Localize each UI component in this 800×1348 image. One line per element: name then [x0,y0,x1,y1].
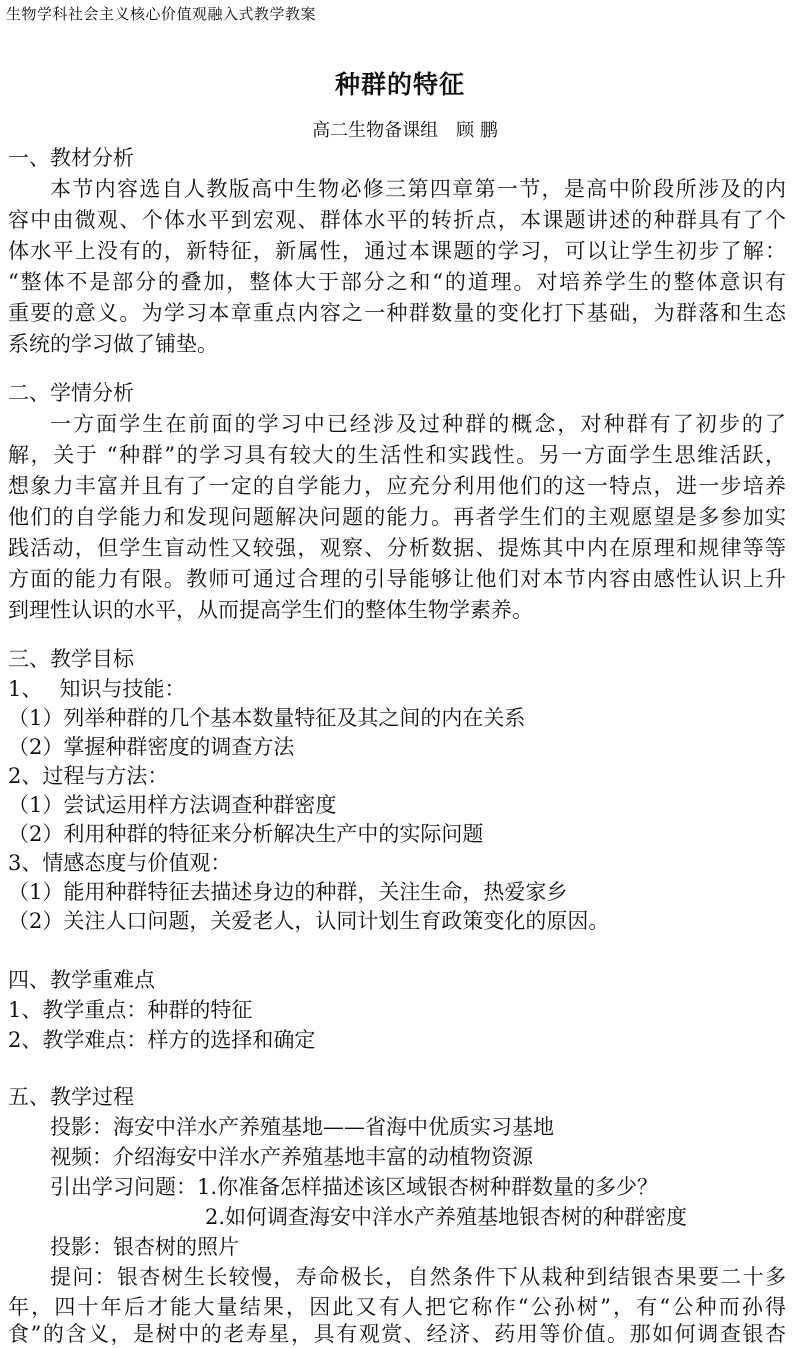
key-point-item: 1、教学重点：种群的特征 [8,998,253,1022]
section-heading: 一、教材分析 [8,146,134,170]
author-byline: 高二生物备课组 顾 鹏 [312,120,498,141]
objective-item: 2、过程与方法： [8,764,169,788]
paragraph-line: 践活动，但学生盲动性又较强，观察、分析数据、提炼其中内在原理和规律等等 [8,536,786,560]
paragraph-line: 体水平上没有的，新特征，新属性，通过本课题的学习，可以让学生初步了解： [8,239,786,263]
paragraph-line: 他们的自学能力和发现问题解决问题的能力。再者学生们的主观愿望是多参加实 [8,505,786,529]
process-line: 食”的含义，是树中的老寿星，具有观赏、经济、药用等价值。那如何调查银杏 [8,1322,786,1346]
paragraph-line: 到理性认识的水平，从而提高学生们的整体生物学素养。 [8,598,533,622]
paragraph-line: 解，关于 “种群”的学习具有较大的生活性和实践性。另一方面学生思维活跃， [8,443,786,467]
process-line: 视频：介绍海安中洋水产养殖基地丰富的动植物资源 [50,1145,533,1169]
section-heading: 五、教学过程 [8,1085,134,1109]
section-heading: 三、教学目标 [8,647,134,671]
objective-item: 1、 知识与技能： [8,677,186,701]
process-line: 提问：银杏树生长较慢，寿命极长，自然条件下从栽种到结银杏果要二十多 [50,1265,786,1289]
section-heading: 四、教学重难点 [8,968,155,992]
objective-item: （2）关注人口问题，关爱老人，认同计划生育政策变化的原因。 [8,909,610,933]
process-line: 引出学习问题：1.你准备怎样描述该区域银杏树种群数量的多少？ [50,1175,659,1199]
objective-item: （1）尝试运用样方法调查种群密度 [8,793,337,817]
paragraph-line: 一方面学生在前面的学习中已经涉及过种群的概念，对种群有了初步的了 [50,412,786,436]
paragraph-line: 容中由微观、个体水平到宏观、群体水平的转折点，本课题讲述的种群具有了个 [8,208,786,232]
process-line: 年，四十年后才能大量结果，因此又有人把它称作“公孙树”，有“公种而孙得 [8,1295,786,1319]
objective-item: （1）能用种群特征去描述身边的种群，关注生命，热爱家乡 [8,880,568,904]
process-line: 投影：银杏树的照片 [50,1235,239,1259]
objective-item: 3、情感态度与价值观： [8,851,232,875]
objective-item: （2）掌握种群密度的调查方法 [8,735,295,759]
document-title: 种群的特征 [334,70,465,99]
process-line: 投影：海安中洋水产养殖基地——省海中优质实习基地 [50,1115,554,1139]
key-point-item: 2、教学难点：样方的选择和确定 [8,1028,316,1052]
paragraph-line: 方面的能力有限。教师可通过合理的引导能够让他们对本节内容由感性认识上升 [8,567,786,591]
objective-item: （2）利用种群的特征来分析解决生产中的实际问题 [8,822,484,846]
paragraph-line: 重要的意义。为学习本章重点内容之一种群数量的变化打下基础，为群落和生态 [8,301,786,325]
paragraph-line: “整体不是部分的叠加，整体大于部分之和“的道理。对培养学生的整体意识有 [8,270,786,294]
section-heading: 二、学情分析 [8,381,134,405]
paragraph-line: 系统的学习做了铺垫。 [8,332,218,356]
process-line: 2.如何调查海安中洋水产养殖基地银杏树的种群密度 [205,1205,688,1229]
paragraph-line: 想象力丰富并且有了一定的自学能力，应充分利用他们的这一特点，进一步培养 [8,474,786,498]
header-note: 生物学科社会主义核心价值观融入式教学教案 [6,5,317,23]
paragraph-line: 本节内容选自人教版高中生物必修三第四章第一节，是高中阶段所涉及的内 [50,177,786,201]
objective-item: （1）列举种群的几个基本数量特征及其之间的内在关系 [8,706,526,730]
